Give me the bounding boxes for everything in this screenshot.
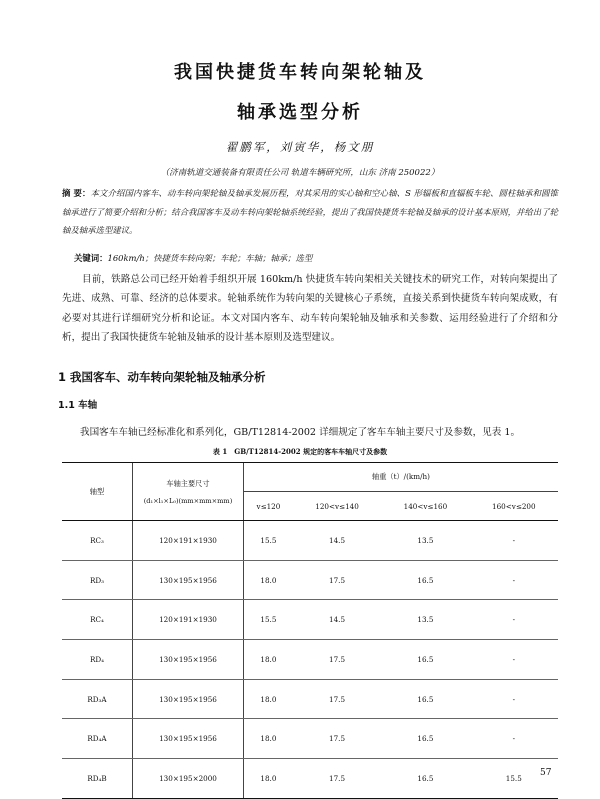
load-cell: 17.5 [293,640,381,680]
table-row [62,679,558,719]
load-cell: - [470,560,558,600]
table-header-dimensions [133,463,244,521]
load-cell: 18.0 [244,719,293,759]
load-cell: 18.0 [244,759,293,799]
paper-title-line1: 我国快捷货车转向架轮轴及 [174,62,426,83]
load-cell: 16.5 [381,640,469,680]
load-cell: 16.5 [381,560,469,600]
load-cell: 14.5 [293,600,381,640]
table-header-axle: 轴型 [62,463,133,521]
dimension-cell: 130×195×1956 [133,560,244,600]
dimension-cell: 130×195×2000 [133,759,244,799]
intro-paragraph: 目前，铁路总公司已经开始着手组织开展 160km/h 快捷货车转向架相关关键技术的研究工作，对转向架提出了先进、成熟、可靠、经济的总体要求。轮轴系统作为转向架的关键核心子系统，直接关系到快捷货车转向架成败，有必要对其进行详细研究分析和论证。本文对国内客车、动车转向架轮轴及轴承和关参数、运用经验进行了介绍和分析，提出了我国快捷货车轮轴及轴承的设计基本原则及选型建议。 [62,274,558,343]
table-header-group: 轴重（t）/(km/h) [244,463,559,492]
abstract-text: 本文介绍国内客车、动车转向架轮轴及轴承发展历程，对其采用的实心轴和空心轴、S 形辐板和直辐板车轮、圆柱轴承和圆锥轴承进行了简要介绍和分析；结合我国客车及动车转向架轮轴系统经验，提出了我国快捷货车轮轴及轴承的设计基本原则，并给出了轮轴及轴承选型建议。 [62,188,558,235]
axle-type-cell: RD₄B [62,759,133,799]
load-cell: - [470,640,558,680]
affiliation: （济南轨道交通装备有限责任公司 轨道车辆研究所，山东 济南 250022） [160,168,440,178]
load-cell: 15.5 [244,521,293,561]
table-header-speed: v≤120 [244,492,293,521]
keywords [74,252,554,264]
paper-title-line2: 轴承选型分析 [237,102,363,123]
table-row [62,640,558,680]
load-cell: 18.0 [244,560,293,600]
load-cell: 14.5 [293,521,381,561]
table-header-speed: 120<v≤140 [293,492,381,521]
load-cell: 16.5 [381,759,469,799]
table-caption: 表 1 GB/T12814-2002 规定的客车车轴尺寸及参数 [212,447,388,456]
load-cell: 15.5 [244,600,293,640]
keywords-text: 160km/h；快捷货车转向架；车轮；车轴；轴承；选型 [107,253,313,263]
axle-type-cell: RD₃A [62,679,133,719]
table-row [62,560,558,600]
table-row [62,600,558,640]
load-cell: - [470,600,558,640]
abstract-label: 摘 要： [62,188,91,198]
dimension-cell: 130×195×1956 [133,640,244,680]
load-cell: - [470,679,558,719]
keywords-label: 关键词： [74,253,108,263]
axle-type-cell: RC₃ [62,521,133,561]
page-number: 57 [540,768,552,778]
dimension-cell: 130×195×1956 [133,679,244,719]
table-row [62,719,558,759]
load-cell: 17.5 [293,759,381,799]
load-cell: 16.5 [381,679,469,719]
axle-type-cell: RD₄A [62,719,133,759]
load-cell: 17.5 [293,560,381,600]
table-header-speed: 140<v≤160 [381,492,469,521]
load-cell: 17.5 [293,679,381,719]
subsection-heading: 1.1 车轴 [58,400,98,411]
table-header-speed: 160<v≤200 [470,492,558,521]
load-cell: 18.0 [244,640,293,680]
table-header-dimensions-line1: 车轴主要尺寸 [166,478,210,488]
dimension-cell: 120×191×1930 [133,600,244,640]
axle-type-cell: RD₃ [62,560,133,600]
section-paragraph: 我国客车车轴已经标准化和系列化，GB/T12814-2002 详细规定了客车车轴主要尺寸及参数，见表 1。 [80,427,521,438]
load-cell: 13.5 [381,600,469,640]
axle-type-cell: RD₄ [62,640,133,680]
axle-parameter-table [62,462,558,799]
table-row [62,759,558,799]
load-cell: 15.5 [470,759,558,799]
section-heading: 1 我国客车、动车转向架轮轴及轴承分析 [58,370,266,384]
load-cell: - [470,521,558,561]
load-cell: 17.5 [293,719,381,759]
dimension-cell: 130×195×1956 [133,719,244,759]
axle-type-cell: RC₄ [62,600,133,640]
load-cell: 13.5 [381,521,469,561]
dimension-cell: 120×191×1930 [133,521,244,561]
load-cell: 16.5 [381,719,469,759]
table-header-dimensions-line2: (d₁×l₁×L₀)(mm×mm×mm) [143,496,233,505]
load-cell: 18.0 [244,679,293,719]
authors: 翟鹏军，刘寅华，杨文朋 [225,140,375,154]
load-cell: - [470,719,558,759]
table-row [62,521,558,561]
abstract [62,184,558,240]
